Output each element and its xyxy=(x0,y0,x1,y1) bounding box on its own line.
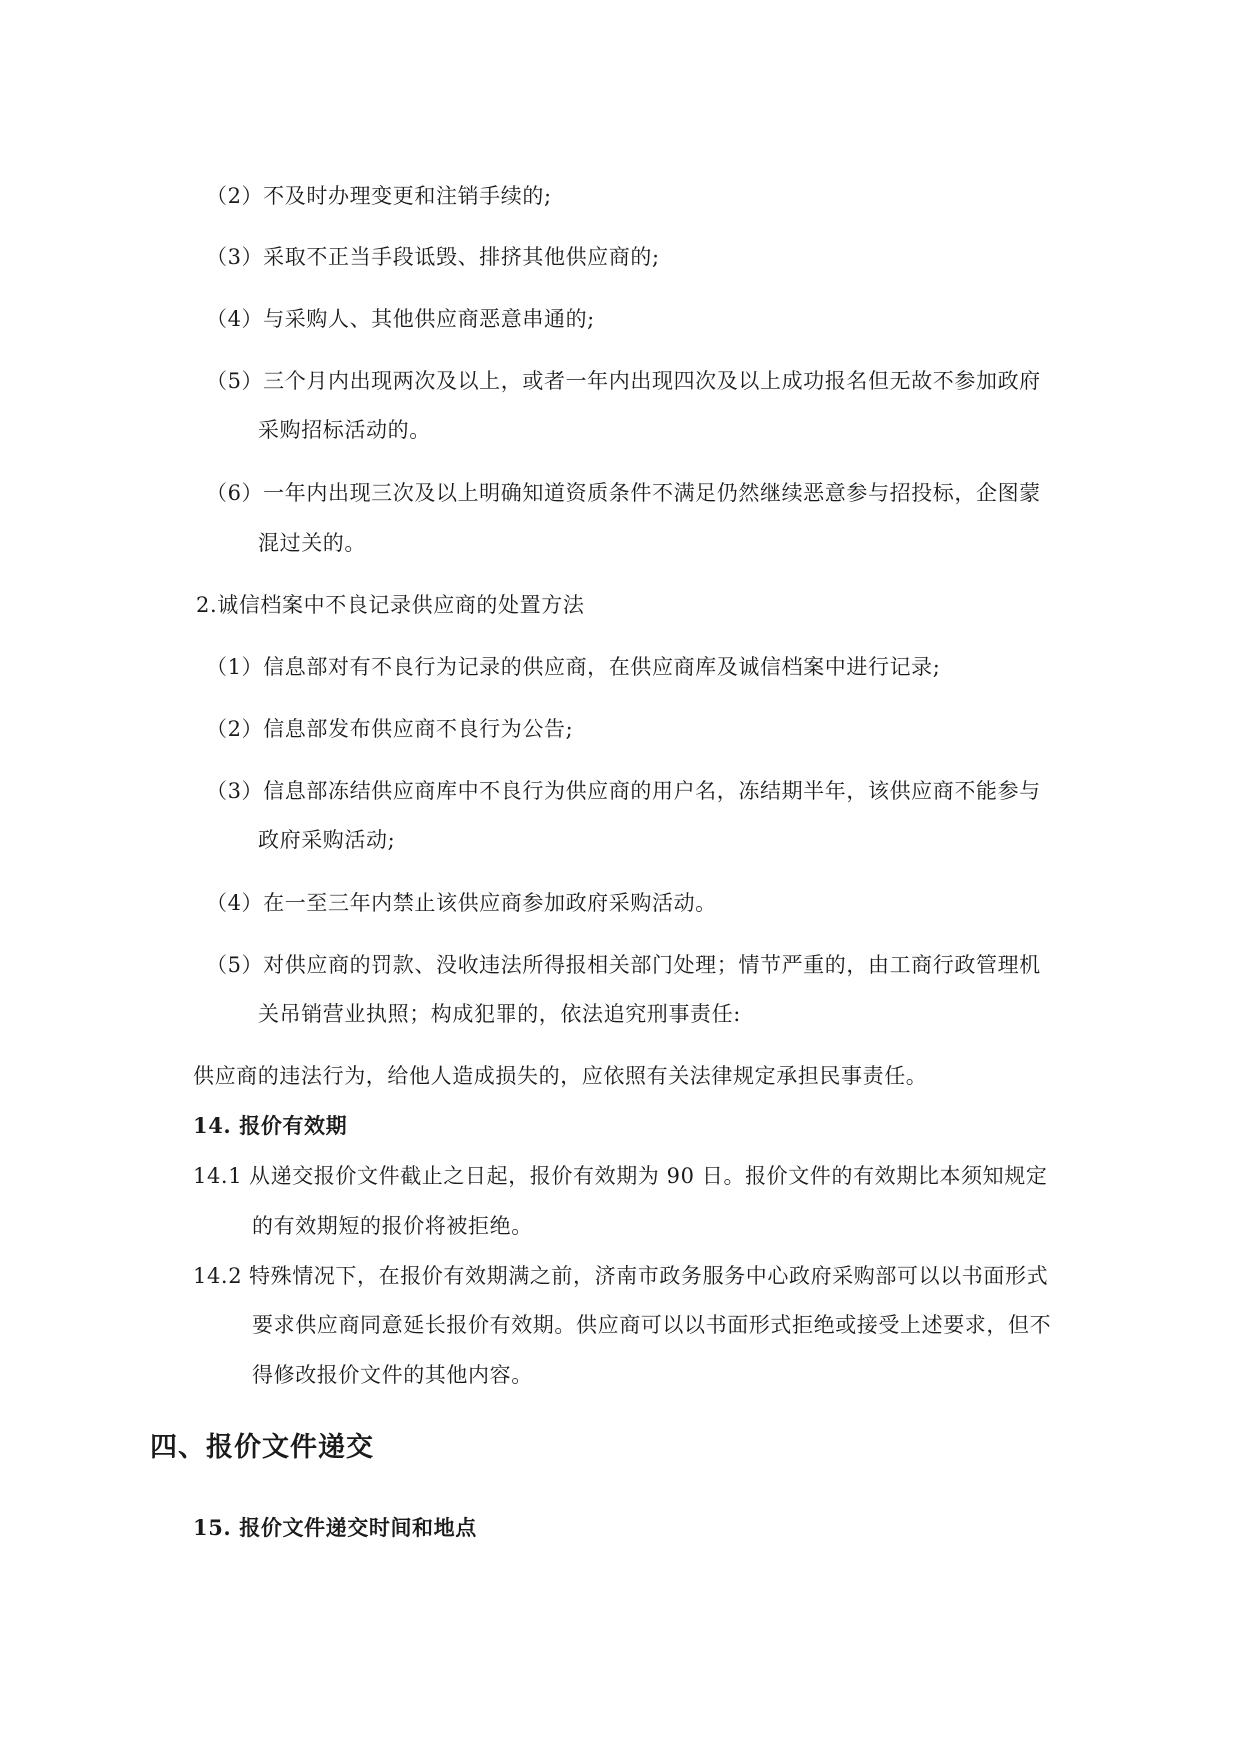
item-text: 信息部冻结供应商库中不良行为供应商的用户名，冻结期半年，该供应商不能参与 xyxy=(263,779,1041,803)
chapter-heading: 四、报价文件递交 xyxy=(150,1432,374,1463)
clause-continuation: 得修改报价文件的其他内容。 xyxy=(252,1363,533,1387)
list-item xyxy=(206,777,1041,805)
list-item xyxy=(206,305,595,333)
clause-number: 14.2 xyxy=(193,1264,243,1288)
clause-continuation: 的有效期短的报价将被拒绝。 xyxy=(252,1214,533,1238)
item-number: （6） xyxy=(206,481,264,505)
list-item xyxy=(206,243,660,271)
item-number: （5） xyxy=(206,369,264,393)
list-item-continuation: 混过关的。 xyxy=(258,531,366,555)
clause-text: 从递交报价文件截止之日起，报价有效期为 90 日。报价文件的有效期比本须知规定 xyxy=(249,1164,1048,1188)
list-item-continuation: 关吊销营业执照；构成犯罪的，依法追究刑事责任: xyxy=(258,1002,741,1026)
clause-text: 特殊情况下，在报价有效期满之前，济南市政务服务中心政府采购部可以以书面形式 xyxy=(249,1264,1049,1288)
item-text: 不及时办理变更和注销手续的; xyxy=(263,184,552,208)
item-text: 一年内出现三次及以上明确知道资质条件不满足仍然继续恶意参与招投标，企图蒙 xyxy=(263,481,1041,505)
clause-number: 14.1 xyxy=(193,1164,243,1188)
item-number: （5） xyxy=(206,953,264,977)
item-number: （3） xyxy=(206,779,264,803)
item-number: （2） xyxy=(206,717,264,741)
clause-14-1 xyxy=(193,1162,1047,1190)
list-item xyxy=(206,889,717,917)
list-item-continuation: 采购招标活动的。 xyxy=(258,418,431,442)
item-text: 与采购人、其他供应商恶意串通的; xyxy=(263,307,595,331)
list-item xyxy=(206,715,573,743)
section-heading: 15. 报价文件递交时间和地点 xyxy=(193,1515,477,1540)
paragraph: 供应商的违法行为，给他人造成损失的，应依照有关法律规定承担民事责任。 xyxy=(193,1064,928,1088)
item-number: （3） xyxy=(206,245,264,269)
section-heading: 14. 报价有效期 xyxy=(193,1113,348,1138)
list-item xyxy=(206,951,1041,979)
clause-14-2 xyxy=(193,1262,1048,1290)
item-number: （4） xyxy=(206,307,264,331)
section-heading: 2.诚信档案中不良记录供应商的处置方法 xyxy=(196,593,585,617)
item-text: 对供应商的罚款、没收违法所得报相关部门处理；情节严重的，由工商行政管理机 xyxy=(263,953,1041,977)
item-text: 采取不正当手段诋毁、排挤其他供应商的; xyxy=(263,245,660,269)
list-item xyxy=(206,653,940,681)
item-number: （1） xyxy=(206,655,264,679)
item-text: 三个月内出现两次及以上，或者一年内出现四次及以上成功报名但无故不参加政府 xyxy=(263,369,1041,393)
list-item-continuation: 政府采购活动; xyxy=(258,828,396,852)
item-text: 在一至三年内禁止该供应商参加政府采购活动。 xyxy=(263,891,717,915)
list-item xyxy=(206,182,552,210)
list-item xyxy=(206,367,1041,395)
item-text: 信息部对有不良行为记录的供应商，在供应商库及诚信档案中进行记录; xyxy=(263,655,941,679)
clause-continuation: 要求供应商同意延长报价有效期。供应商可以以书面形式拒绝或接受上述要求，但不 xyxy=(252,1313,1052,1337)
item-text: 信息部发布供应商不良行为公告; xyxy=(263,717,574,741)
item-number: （2） xyxy=(206,184,264,208)
item-number: （4） xyxy=(206,891,264,915)
list-item xyxy=(206,479,1041,507)
